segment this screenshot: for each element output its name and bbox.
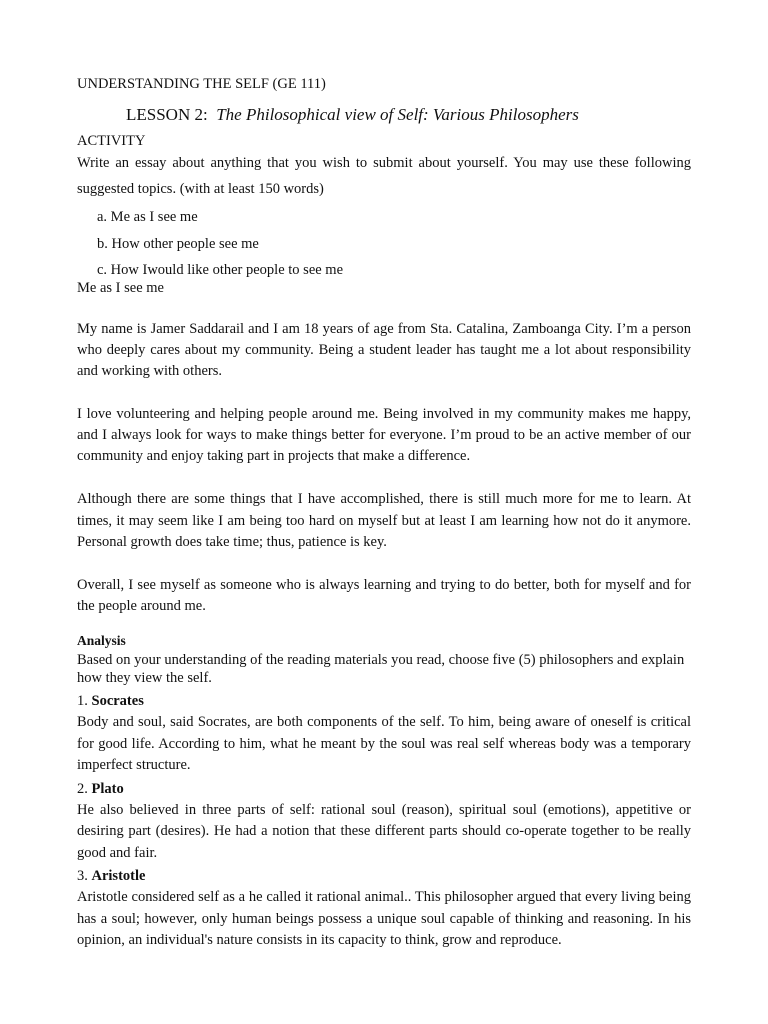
document-page <box>77 74 691 954</box>
essay-body <box>77 319 691 618</box>
course-title: UNDERSTANDING THE SELF (GE 111) <box>77 76 326 92</box>
philosopher-number: 3. <box>77 868 88 885</box>
lesson-number: LESSON 2: <box>126 105 208 124</box>
philosopher-description: Aristotle considered self as a he called it rational animal.. This philosopher argued that every living being has a soul; however, only human beings possess a unique soul capable of thinking and reasoning. In his opinion, an individual's nature consists in its capacity to think, grow and reproduce. <box>77 889 691 949</box>
philosopher-heading <box>77 691 691 712</box>
philosopher-number: 2. <box>77 780 88 797</box>
essay-paragraph: I love volunteering and helping people around me. Being involved in my community makes me happy, and I always look for ways to make things better for everyone. I’m proud to be an active member of our community and enjoy taking part in projects that make a difference. <box>77 405 691 465</box>
philosopher-description: He also believed in three parts of self: rational soul (reason), spiritual soul (emotions), appetitive or desiring part (desires). He had a notion that these different parts should co-operate together to be really good and fair. <box>77 801 691 861</box>
essay-paragraph: My name is Jamer Saddarail and I am 18 years of age from Sta. Catalina, Zamboanga City. I’m a person who deeply cares about my community. Being a student leader has taught me a lot about responsibility and working with others. <box>77 320 691 380</box>
philosopher-number: 1. <box>77 693 88 710</box>
essay-paragraph: Overall, I see myself as someone who is always learning and trying to do better, both for myself and for the people around me. <box>77 576 691 614</box>
activity-instruction: Write an essay about anything that you wish to submit about yourself. You may use these following suggested topics. (with at least 150 words) <box>77 155 691 197</box>
philosopher-entry-socrates <box>77 691 691 777</box>
philosopher-entry-plato <box>77 779 691 865</box>
suggested-topic-c: c. How Iwould like other people to see me <box>97 262 344 278</box>
analysis-prompt: Based on your understanding of the reading materials you read, choose five (5) philosophers and explain how they view the self. <box>77 652 685 687</box>
lesson-topic: The Philosophical view of Self: Various Philosophers <box>216 105 579 124</box>
lesson-title <box>126 104 691 126</box>
philosopher-name: Socrates <box>91 693 144 710</box>
suggested-topic-a: a. Me as I see me <box>97 209 198 225</box>
essay-paragraph: Although there are some things that I have accomplished, there is still much more for me to learn. At times, it may seem like I am being too hard on myself but at least I am learning how not do it anymore. Personal growth does take time; thus, patience is key. <box>77 491 691 550</box>
suggested-topic-b: b. How other people see me <box>97 235 259 252</box>
activity-heading: ACTIVITY <box>77 133 146 149</box>
essay-topic-heading: Me as I see me <box>77 279 164 296</box>
philosopher-description: Body and soul, said Socrates, are both components of the self. To him, being aware of oneself is critical for good life. According to him, what he meant by the soul was real self whereas body was a temporary imperfect structure. <box>77 714 691 774</box>
philosopher-heading <box>77 779 691 800</box>
philosopher-name: Plato <box>91 780 124 797</box>
suggested-topics-list <box>77 204 691 284</box>
philosopher-entry-aristotle <box>77 866 691 952</box>
analysis-heading: Analysis <box>77 633 126 649</box>
philosopher-heading <box>77 866 691 887</box>
philosopher-name: Aristotle <box>91 868 146 885</box>
